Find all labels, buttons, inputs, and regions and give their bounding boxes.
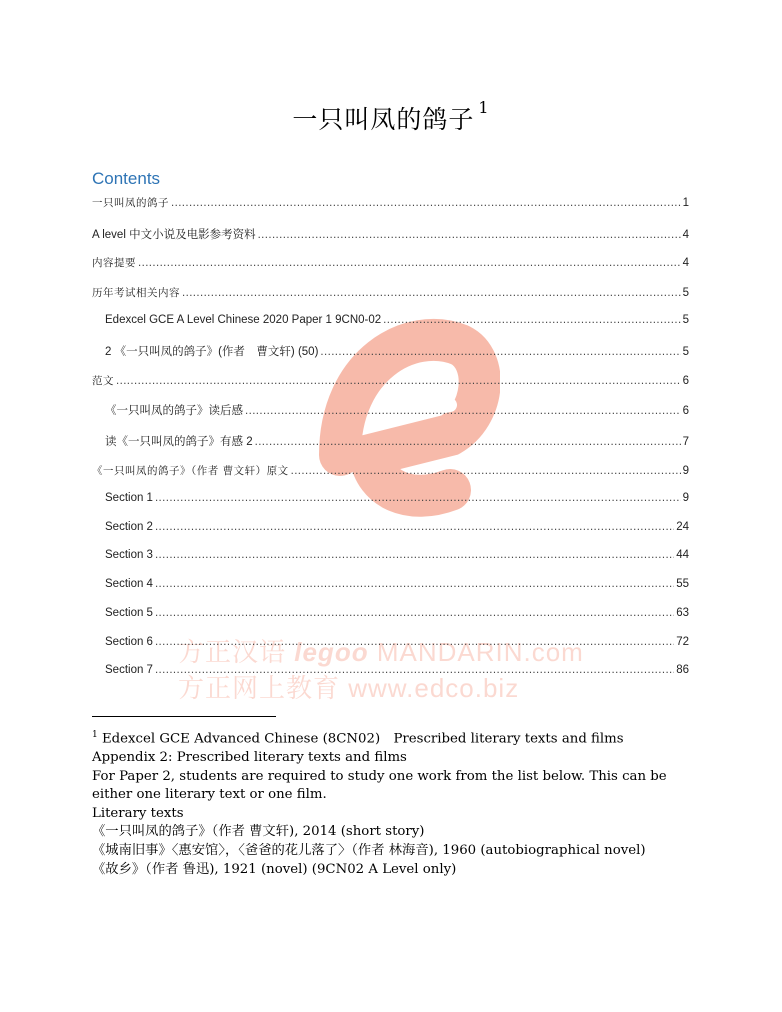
toc-page: 44 [676, 549, 689, 561]
footnote-line-7: 《故乡》（作者 鲁迅), 1921 (novel) (9CN02 A Level only) [92, 861, 457, 877]
toc-entry[interactable] [92, 255, 689, 273]
toc-label: 范文 [92, 375, 114, 387]
toc-label: 一只叫凤的鸽子 [92, 197, 169, 209]
toc-page: 1 [682, 197, 689, 209]
toc-label: 《一只叫凤的鸽子》（作者 曹文轩）原文 [92, 465, 289, 477]
toc-label: 读《一只叫凤的鸽子》有感 2 [105, 436, 253, 448]
toc-page: 72 [676, 636, 689, 648]
toc-label: Section 2 [105, 521, 153, 533]
toc-label: 历年考试相关内容 [92, 287, 180, 299]
toc-entry[interactable] [92, 226, 689, 244]
toc-label: 2 《一只叫凤的鸽子》(作者 曹文轩) (50) [105, 346, 319, 358]
footnote-line-3: For Paper 2, students are required to study one work from the list below. This can be either one literary text or one film. [92, 768, 667, 803]
toc-entry[interactable] [105, 664, 689, 682]
toc-label: A level 中文小说及电影参考资料 [92, 229, 256, 241]
footnote-line-1 [92, 726, 692, 749]
footnote-block [92, 726, 692, 879]
watermark-brand: legoo [294, 637, 369, 667]
footnote-marker: 1 [92, 730, 98, 740]
toc-label: Section 3 [105, 549, 153, 561]
footnote-line-2: Appendix 2: Prescribed literary texts and films [92, 750, 407, 766]
footnote-line-5: 《一只叫凤的鸽子》（作者 曹文轩), 2014 (short story) [92, 824, 425, 840]
toc-label: Section 1 [105, 492, 153, 504]
toc-page: 6 [682, 375, 689, 387]
footnote-line-6: 《城南旧事》〈惠安馆〉，〈爸爸的花儿落了〉（作者 林海音), 1960 (autobiographical novel) [92, 842, 646, 858]
toc-label: Section 5 [105, 607, 153, 619]
toc-entry[interactable] [105, 402, 689, 420]
toc-page: 63 [676, 607, 689, 619]
toc-page: 7 [682, 436, 689, 448]
toc-page: 6 [682, 405, 689, 417]
toc-entry[interactable] [105, 521, 689, 539]
footnote-line-4: Literary texts [92, 805, 184, 821]
toc-page: 55 [676, 578, 689, 590]
toc-page: 9 [682, 465, 689, 477]
toc-label: Section 6 [105, 636, 153, 648]
toc-label: 《一只叫凤的鸽子》读后感 [105, 405, 243, 417]
toc-label: Section 7 [105, 664, 153, 676]
toc-page: 24 [676, 521, 689, 533]
toc-entry[interactable] [105, 578, 689, 596]
footnote-separator [92, 716, 276, 717]
toc-entry[interactable] [105, 314, 689, 332]
toc-entry[interactable] [105, 492, 689, 510]
toc-page: 4 [682, 229, 689, 241]
toc-entry[interactable] [92, 195, 689, 213]
toc-page: 86 [676, 664, 689, 676]
title-footnote-marker[interactable]: 1 [478, 98, 490, 117]
toc-entry[interactable] [92, 463, 689, 481]
toc-label: 内容提要 [92, 257, 136, 269]
toc-entry[interactable] [105, 549, 689, 567]
contents-heading: Contents [92, 169, 161, 188]
page-title [0, 100, 782, 136]
toc-label: Section 4 [105, 578, 153, 590]
watermark-domain: MANDARIN.com [376, 637, 584, 667]
title-text: 一只叫凤的鸽子 [292, 105, 475, 134]
toc-page: 5 [682, 314, 689, 326]
watermark-cn-1: 方正汉语 [178, 638, 287, 668]
toc-entry[interactable] [105, 636, 689, 654]
toc-page: 5 [682, 287, 689, 299]
toc-page: 4 [682, 257, 689, 269]
toc-entry[interactable] [105, 433, 689, 451]
toc-entry[interactable] [105, 343, 689, 361]
toc-entry[interactable] [92, 373, 689, 391]
watermark-cn-2: 方正网上教育 [178, 674, 341, 704]
toc-entry[interactable] [92, 285, 689, 303]
toc-entry[interactable] [105, 607, 689, 625]
toc-label: Edexcel GCE A Level Chinese 2020 Paper 1 9CN0-02 [105, 314, 382, 326]
toc-page: 9 [682, 492, 689, 504]
toc-page: 5 [682, 346, 689, 358]
watermark-url: www.edco.biz [348, 673, 520, 703]
footnote-text-1: Edexcel GCE Advanced Chinese (8CN02) Prescribed literary texts and films [101, 731, 624, 747]
